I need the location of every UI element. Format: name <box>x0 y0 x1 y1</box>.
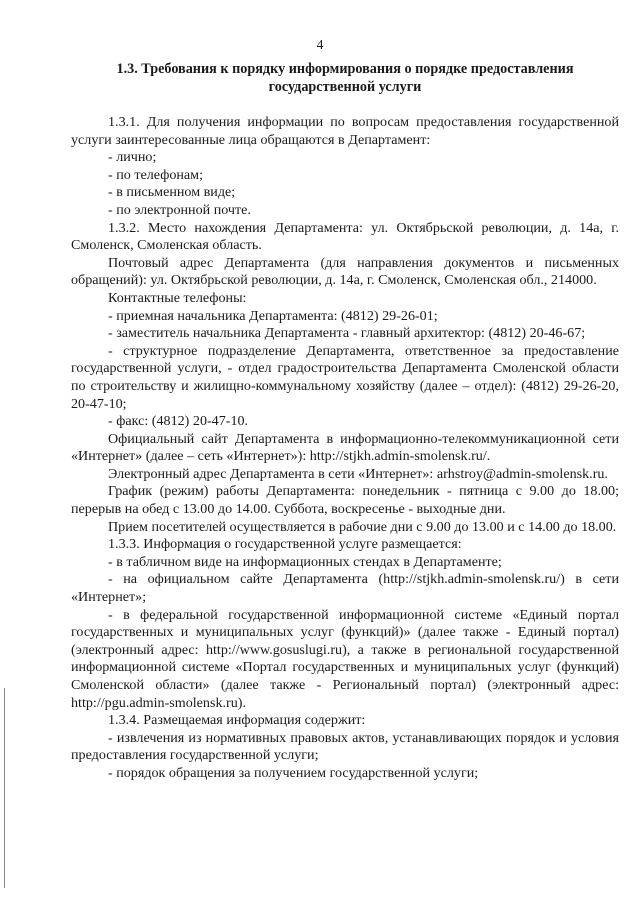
paragraph-official-site: Официальный сайт Департамента в информационно-телекоммуникационной сети «Интернет» (далее – сеть «Интернет»): http://stjkh.admin-smolensk.ru/. <box>71 430 619 465</box>
list-item-department-unit-phone: - структурное подразделение Департамента, ответственное за предоставление государственной услуги, - отдел градостроительства Департамента Смоленской области по строительству и жилищно-коммунальному хозяйству (далее – отдел): (4812) 29-26-20, 20-47-10; <box>71 342 619 412</box>
paragraph-1-3-2: 1.3.2. Место нахождения Департамента: ул. Октябрьской революции, д. 14а, г. Смоленск, Смоленская область. <box>71 219 619 254</box>
list-item-federal-portal: - в федеральной государственной информационной системе «Единый портал государственных и муниципальных услуг (функций)» (далее также - Единый портал) (электронный адрес: http://www.gosuslugi.ru), а также в региональной государственной информационной системе «Портал государственных и муниципальных услуг (функций) Смоленской области» (далее также - Региональный портал) (электронный адрес: http://pgu.admin-smolensk.ru). <box>71 606 619 711</box>
list-item-reception-phone: - приемная начальника Департамента: (4812) 29-26-01; <box>108 307 438 324</box>
list-item-official-site: - на официальном сайте Департамента (http://stjkh.admin-smolensk.ru/) в сети «Интернет»; <box>71 571 619 606</box>
paragraph-1-3-4: 1.3.4. Размещаемая информация содержит: <box>108 712 366 729</box>
page-number: 4 <box>316 37 324 52</box>
document-body <box>71 114 619 783</box>
paragraph-1-3-1: 1.3.1. Для получения информации по вопросам предоставления государственной услуги заинтересованные лица обращаются в Департамент: <box>71 114 619 148</box>
list-item-normative-extracts: - извлечения из нормативных правовых актов, устанавливающих порядок и условия предоставления государственной услуги; <box>71 729 619 764</box>
paragraph-email-address: Электронный адрес Департамента в сети «Интернет»: arhstroy@admin-smolensk.ru. <box>108 465 608 482</box>
list-item-fax: - факс: (4812) 20-47-10. <box>108 413 249 430</box>
paragraph-contact-phones: Контактные телефоны: <box>108 289 247 306</box>
list-item-email: - по электронной почте. <box>108 201 251 218</box>
section-heading: 1.3. Требования к порядку информирования о порядке предоставления государственной услуги <box>116 61 574 95</box>
list-item-info-stands: - в табличном виде на информационных стендах в Департаменте; <box>108 553 502 570</box>
list-item-lichno: - лично; <box>108 149 157 166</box>
paragraph-visitor-hours: Прием посетителей осуществляется в рабочие дни с 9.00 до 13.00 и с 14.00 до 18.00. <box>108 518 617 535</box>
paragraph-1-3-3: 1.3.3. Информация о государственной услуге размещается: <box>108 536 462 553</box>
paragraph-work-schedule: График (режим) работы Департамента: понедельник - пятница с 9.00 до 18.00; перерыв на обед с 13.00 до 14.00. Суббота, воскресенье - выходные дни. <box>71 483 619 518</box>
scan-edge-line <box>4 688 5 888</box>
list-item-deputy-phone: - заместитель начальника Департамента - главный архитектор: (4812) 20-46-67; <box>108 325 586 342</box>
list-item-application-order: - порядок обращения за получением государственной услуги; <box>108 764 479 781</box>
list-item-phones: - по телефонам; <box>108 166 204 183</box>
paragraph-postal-address: Почтовый адрес Департамента (для направления документов и письменных обращений): ул. Октябрьской революции, д. 14а, г. Смоленск, Смоленская обл., 214000. <box>71 254 619 289</box>
list-item-written: - в письменном виде; <box>108 184 236 201</box>
